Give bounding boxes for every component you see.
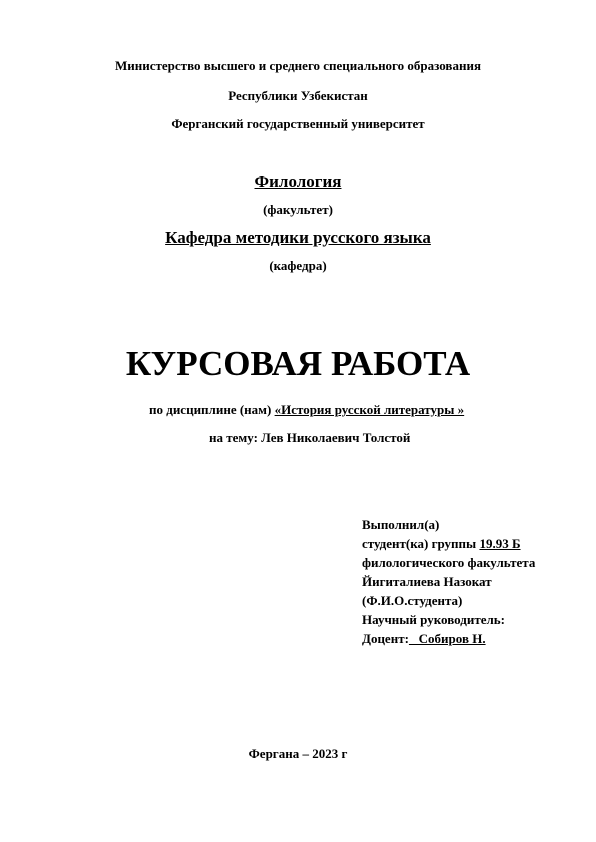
student-group-prefix: студент(ка) группы: [362, 536, 480, 551]
performed-label: Выполнил(а): [362, 517, 440, 532]
group-number: 19.93 Б: [479, 536, 521, 551]
discipline-prefix: по дисциплине (нам): [149, 402, 275, 417]
student-group-line: [362, 534, 535, 553]
department-caption: (кафедра): [269, 258, 327, 273]
faculty-name: Филология: [254, 172, 342, 191]
faculty-caption: (факультет): [263, 202, 333, 217]
supervisor-label: Научный руководитель:: [362, 612, 505, 627]
name-caption: (Ф.И.О.студента): [362, 593, 463, 608]
footer-city-year: Фергана – 2023 г: [248, 746, 348, 761]
topic-line: на тему: Лев Николаевич Толстой: [209, 430, 411, 445]
ministry-line: Министерство высшего и среднего специального образования: [115, 58, 481, 73]
discipline-line: [149, 402, 464, 418]
discipline-name: «История русской литературы »: [274, 402, 465, 417]
docent-name: Собиров Н.: [408, 631, 486, 646]
university-line: Ферганский государственный университет: [171, 116, 425, 131]
faculty-line: филологического факультета: [362, 555, 536, 570]
student-name: Йигиталиева Назокат: [362, 574, 492, 589]
document-title: КУРСОВАЯ РАБОТА: [125, 344, 471, 383]
republic-line: Республики Узбекистан: [228, 88, 368, 103]
department-name: Кафедра методики русского языка: [165, 228, 431, 247]
docent-line: [362, 629, 535, 648]
docent-prefix: Доцент:: [362, 631, 409, 646]
author-block: [362, 515, 535, 648]
